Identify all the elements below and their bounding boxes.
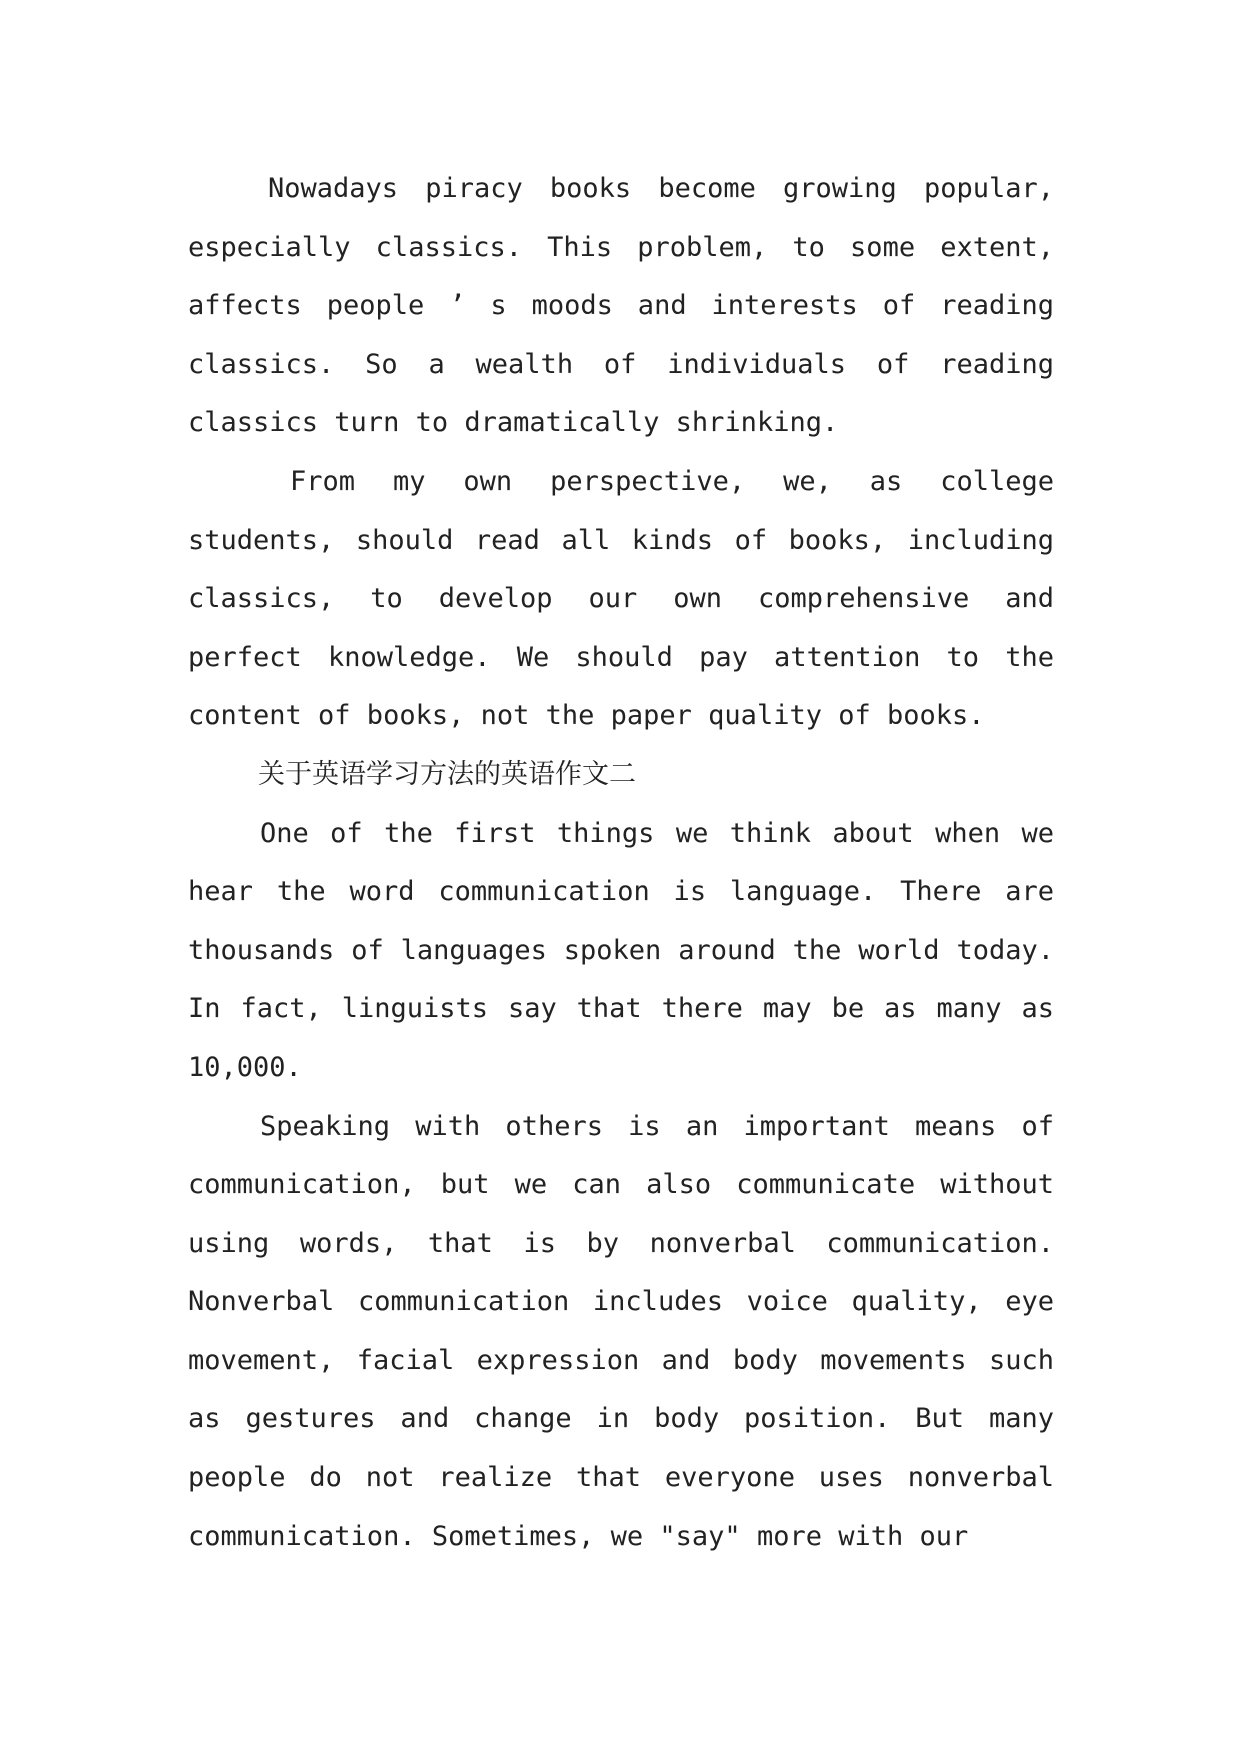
section-heading: 关于英语学习方法的英语作文二 xyxy=(258,758,636,790)
paragraph-piracy-books: Nowadays piracy books become growing popular, especially classics. This problem, to some extent, affects people ’ s moods and interests of reading classics. So a wealth of individuals of reading classics turn to dramatically shrinking. xyxy=(188,173,1054,439)
document-body xyxy=(188,160,1054,1566)
paragraph-own-perspective: From my own perspective, we, as college students, should read all kinds of books, including classics, to develop our own comprehensive and perfect knowledge. We should pay attention to the content of books, not the paper quality of books. xyxy=(188,465,1054,732)
paragraph-communication-language: One of the first things we think about when we hear the word communication is language. There are thousands of languages spoken around the world today. In fact, linguists say that there may be as many as 10,000. xyxy=(188,817,1054,1083)
paragraph-nonverbal-communication: Speaking with others is an important means of communication, but we can also communicate without using words, that is by nonverbal communication. Nonverbal communication includes voice quality, eye movement, facial expression and body movements such as gestures and change in body position. But many people do not realize that everyone uses nonverbal communication. Sometimes, we "say" more with our xyxy=(188,1110,1054,1552)
